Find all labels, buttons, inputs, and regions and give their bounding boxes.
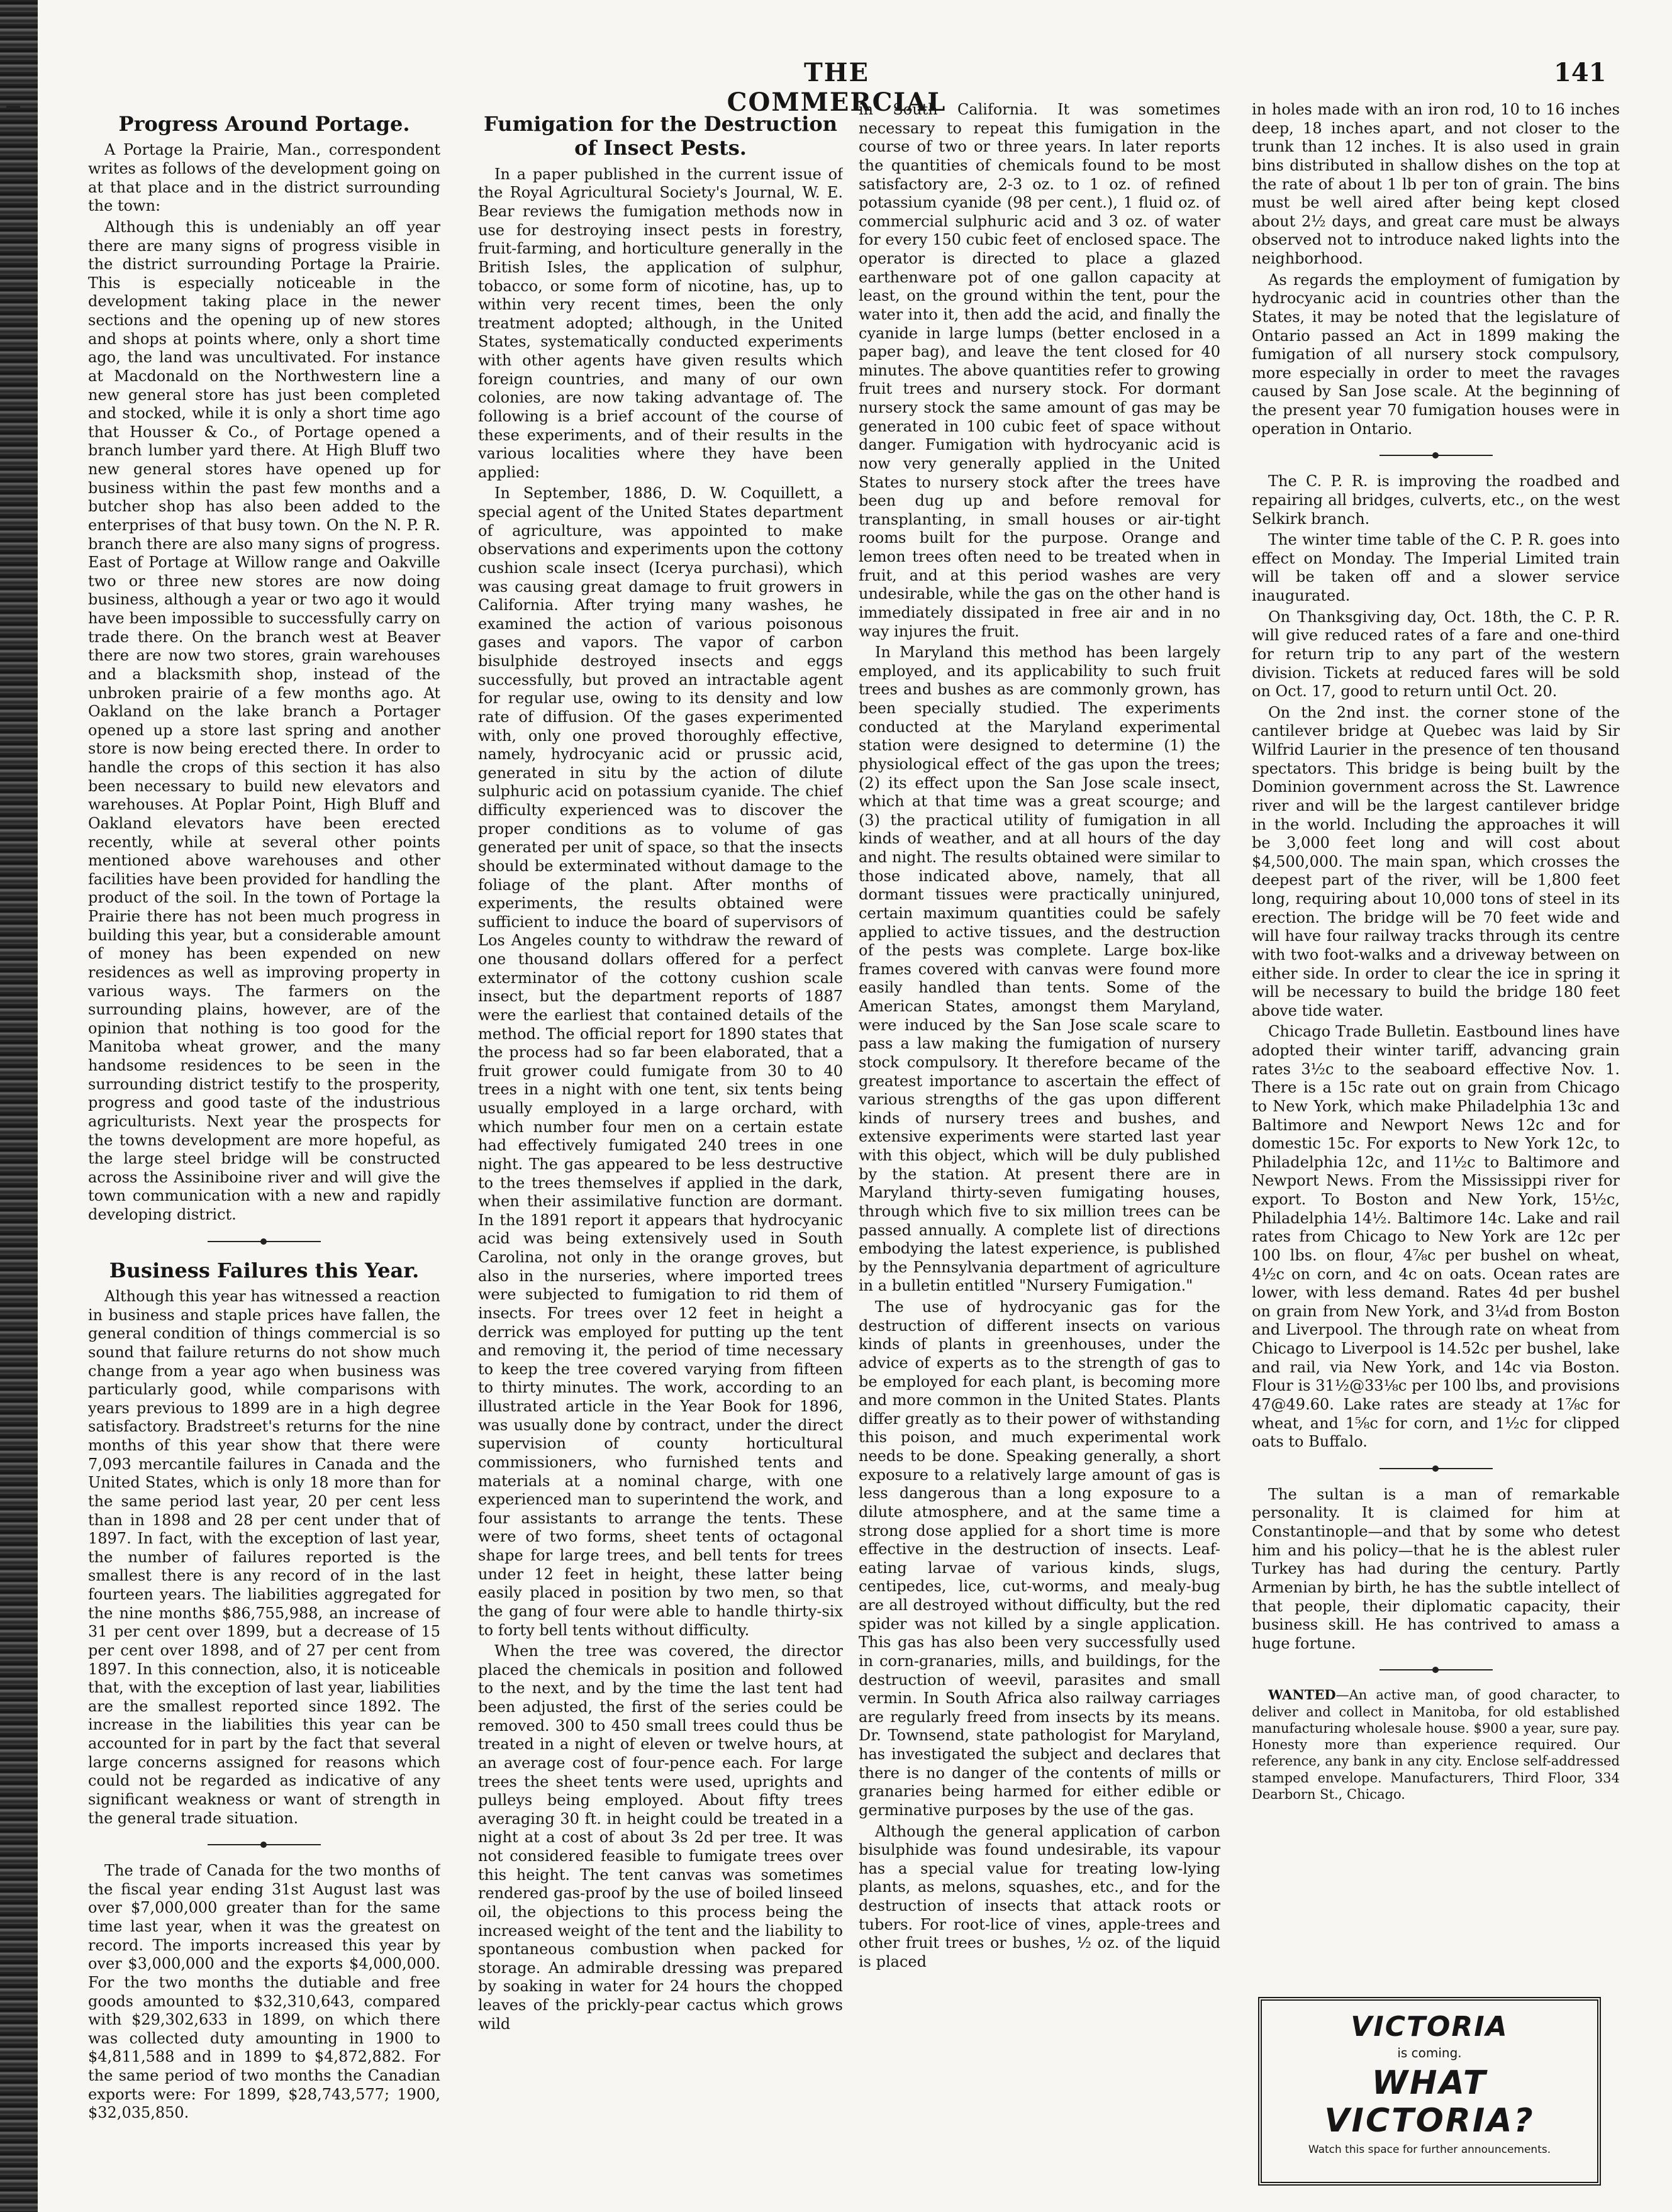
article-paragraph: On Thanksgiving day, Oct. 18th, the C. P. R. will give reduced rates of a fare and one-third for return trip to any part of the western division. Tickets at reduced fares will be sold on Oct. 17, good to return until Oct. 20.	[1252, 608, 1620, 701]
column-3	[859, 101, 1220, 2195]
article-heading: Business Failures this Year.	[109, 1258, 420, 1282]
article-paragraph: The use of hydrocyanic gas for the destruction of different insects on various kinds of plants in greenhouses, under the advice of experts as to the strength of gas to be employed for each plant, is becoming more and more common in the United States. Plants differ greatly as to their power of withstanding this poison, and much experimental work needs to be done. Speaking generally, a short exposure to a relatively large amount of gas is less dangerous than a long exposure to a dilute atmosphere, and at the same time a strong dose applied for a short time is more effective in the destruction of insects. Leaf-eating larvae of various kinds, slugs, centipedes, lice, cut-worms, and mealy-bug are all destroyed without difficulty, but the red spider was not killed by a single application. This gas has also been very successfully used in corn-granaries, mills, and buildings, for the destruction of weevil, parasites and small vermin. In South Africa also railway carriages are regularly freed from insects by its means. Dr. Townsend, state pathologist for Maryland, has investigated the subject and declares that there is no danger of the contents of mills or granaries being harmed for either edible or germinative purposes by the use of the gas.	[859, 1298, 1220, 1819]
article-paragraph: in South California. It was sometimes necessary to repeat this fumigation in the course of two or three years. In later reports the quantities of chemicals found to be most satisfactory are, 2-3 oz. to 1 oz. of refined potassium cyanide (98 per cent.), 1 fluid oz. of commercial sulphuric acid and 3 oz. of water for every 150 cubic feet of enclosed space. The operator is directed to place a glazed earthenware pot of one gallon capacity at least, on the ground within the tent, pour the water into it, then add the acid, and finally the cyanide in large lumps (better enclosed in a paper bag), and leave the tent closed for 40 minutes. The above quantities refer to growing fruit trees and nursery stock. For dormant nursery stock the same amount of gas may be generated in 100 cubic feet of space without danger. Fumigation with hydrocyanic acid is now very generally applied in the United States to nursery stock after the trees have been dug up and before removal for transplanting, in small houses or air-tight rooms built for the purpose. Orange and lemon trees often need to be treated when in fruit, and at this period washes are very undesirable, while the gas on the other hand is immediately dissipated in free air and in no way injures the fruit.	[859, 101, 1220, 640]
section-divider	[1379, 1468, 1493, 1469]
column-2	[478, 101, 843, 2195]
page-number: 141	[1554, 58, 1607, 87]
victoria-advertisement	[1258, 1997, 1601, 2186]
article-heading: Fumigation for the Destruction of Insect Pests.	[484, 112, 837, 160]
article-paragraph: Although this is undeniably an off year there are many signs of progress visible in the district surrounding Portage la Prairie. This is especially noticeable in the development taking place in the newer sections and the opening up of new stores and shops at points where, only a short time ago, the land was uncultivated. For instance at Macdonald on the Northwestern line a new general store has just been completed and stocked, while it is only a short time ago that Housser & Co., of Portage opened a branch lumber yard there. At High Bluff two new general stores have opened up for business within the past few months and a butcher shop has also been added to the enterprises of that busy town. On the N. P. R. branch there are also many signs of progress. East of Portage at Willow range and Oakville two or three new stores are now doing business, although a year or two ago it would have been impossible to successfully carry on trade there. On the branch west at Beaver there are now two stores, grain warehouses and a blacksmith shop, instead of the unbroken prairie of a few months ago. At Oakland on the lake branch a Portager opened up a store last spring and another store is now being erected there. In order to handle the crops of this section it has also been necessary to build new elevators and warehouses. At Poplar Point, High Bluff and Oakland elevators have been erected recently, while at several other points mentioned above warehouses and other facilities have been provided for handling the product of the soil. In the town of Portage la Prairie there has not been much progress in building this year, but a considerable amount of money has been expended on new residences as well as improving property in various ways. The farmers on the surrounding plains, however, are of the opinion that nothing is too good for the Manitoba wheat grower, and the many handsome residences to be seen in the surrounding district testify to the prosperity, progress and good taste of the industrious agriculturists. Next year the prospects for the towns development are more hopeful, as the large steel bridge will be constructed across the Assiniboine river and will give the town communication with a new and rapidly developing district.	[88, 218, 440, 1224]
article-paragraph: The winter time table of the C. P. R. goes into effect on Monday. The Imperial Limited train will be taken off and a slower service inaugurated.	[1252, 531, 1620, 604]
article-heading: Progress Around Portage.	[118, 112, 410, 136]
masthead-title: THE COMMERCIAL	[727, 58, 947, 117]
classified-label: WANTED	[1268, 1687, 1336, 1703]
column-4	[1252, 101, 1620, 2195]
ad-subtitle: is coming.	[1397, 2045, 1462, 2060]
article-paragraph: As regards the employment of fumigation by hydrocyanic acid in countries other than the States, it may be noted that the legislature of Ontario passed an Act in 1899 making the fumigation of all nursery stock compulsory, more especially in order to meet the ravages caused by San Jose scale. At the beginning of the present year 70 fumigation houses were in operation in Ontario.	[1252, 270, 1620, 438]
article-paragraph: When the tree was covered, the director placed the chemicals in position and followed to the next, and by the time the last tent had been adjusted, the first of the series could be removed. 300 to 450 small trees could thus be treated in a night of eleven or twelve hours, at an average cost of four-pence each. For large trees the sheet tents were used, uprights and pulleys being employed. About fifty trees averaging 30 ft. in height could be treated in a night at a cost of about 3s 2d per tree. It was not considered feasible to fumigate trees over this height. The tent canvas was sometimes rendered gas-proof by the use of boiled linseed oil, the objections to this process being the increased weight of the tent and the liability to spontaneous combustion when packed for storage. An admirable dressing was prepared by soaking in water for 24 hours the chopped leaves of the prickly-pear cactus which grows wild	[478, 1642, 843, 2033]
section-divider	[208, 1241, 321, 1242]
ad-question: WHAT VICTORIA?	[1324, 2064, 1535, 2140]
article-paragraph: Although this year has witnessed a reaction in business and staple prices have fallen, the general condition of things commercial is so sound that failure returns do not show much change from a year ago when business was particularly good, while comparisons with years previous to 1899 are in a high degree satisfactory. Bradstreet's returns for the nine months of this year show that there were 7,093 mercantile failures in Canada and the United States, which is only 18 more than for the same period last year, 20 per cent less than in 1898 and 28 per cent under that of 1897. In fact, with the exception of last year, the number of failures reported is the smallest there is any record of in the last fourteen years. The liabilities aggregated for the nine months $86,755,988, an increase of 31 per cent over 1899, but a decrease of 15 per cent over 1898, and of 27 per cent from 1897. In this connection, also, it is noticeable that, with the exception of last year, liabilities are the smallest reported since 1892. The increase in the liabilities this year can be accounted for in part by the fact that several large concerns assigned for reasons which could not be regarded as indicative of any significant weakness or want of strength in the general trade situation.	[88, 1287, 440, 1827]
article-paragraph: In a paper published in the current issue of the Royal Agricultural Society's Journal, W. E. Bear reviews the fumigation methods now in use for destroying insect pests in forestry, fruit-farming, and horticulture generally in the British Isles, the application of sulphur, tobacco, or some form of nicotine, has, up to within very recent times, been the only treatment adopted; although, in the United States, systematically conducted experiments with other agents have given results which foreign countries, and many of our own colonies, are now taking advantage of. The following is a brief account of the course of these experiments, and of their results in the various localities where they have been applied:	[478, 165, 843, 481]
article-paragraph: in holes made with an iron rod, 10 to 16 inches deep, 18 inches apart, and not closer to the trunk than 12 inches. It is also used in grain bins distributed in shallow dishes on the top at the rate of about 1 lb per ton of grain. The bins must be well aired after being kept closed about 2½ days, and great care must be always observed not to introduce naked lights into the neighborhood.	[1252, 101, 1620, 267]
article-paragraph: On the 2nd inst. the corner stone of the cantilever bridge at Quebec was laid by Sir Wilfrid Laurier in the presence of ten thousand spectators. This bridge is being built by the Dominion government across the St. Lawrence river and will be the largest cantilever bridge in the world. Including the approaches it will be 3,000 feet long and will cost about $4,500,000. The main span, which crosses the deepest part of the river, will be 1,800 feet long, requiring about 10,000 tons of steel in its erection. The bridge will be 70 feet wide and will have four railway tracks through its centre with two foot-walks and a driveway between on either side. In order to clear the ice in spring it will be necessary to build the bridge 180 feet above tide water.	[1252, 703, 1620, 1020]
classified-ad	[1252, 1687, 1620, 1803]
article-paragraph: The C. P. R. is improving the roadbed and repairing all bridges, culverts, etc., on the west Selkirk branch.	[1252, 472, 1620, 528]
section-divider	[1379, 1669, 1493, 1670]
section-divider	[1379, 455, 1493, 456]
ad-title: VICTORIA	[1351, 2011, 1508, 2043]
article-paragraph: Chicago Trade Bulletin. Eastbound lines have adopted their winter tariff, advancing grain rates 3½c to the seaboard effective Nov. 1. There is a 15c rate out on grain from Chicago to New York, which make Philadelphia 13c and Baltimore and Newport News 12c and for domestic 15c. For exports to New York 12c, to Philadelphia 12c, and 11½c to Baltimore and Newport News. From the Mississippi river for export. To Boston and New York, 15½c, Philadelphia 14½. Baltimore 14c. Lake and rail rates from Chicago to New York are 12c per 100 lbs. on flour, 4⅞c per bushel on wheat, 4½c on corn, and 4c on oats. Ocean rates are lower, with less demand. Rates 4d per bushel on grain from New York, and 3¼d from Boston and Liverpool. The through rate on wheat from Chicago to Liverpool is 14.52c per bushel, lake and rail, via New York, and 14c via Boston. Flour is 31½@33⅛c per 100 lbs, and provisions 47@49.60. Lake rates are steady at 1⅞c for wheat, and 1⅝c for corn, and 1½c for clipped oats to Buffalo.	[1252, 1023, 1620, 1451]
article-paragraph: Although the general application of carbon bisulphide was found undesirable, its vapour has a special value for treating low-lying plants, as melons, squashes, etc., and for the destruction of insects that attack roots or tubers. For root-lice of vines, apple-trees and other fruit trees or bushes, ½ oz. of the liquid is placed	[859, 1822, 1220, 1970]
article-paragraph: In September, 1886, D. W. Coquillett, a special agent of the United States department of agriculture, was appointed to make observations and experiments upon the cottony cushion scale insect (Icerya purchasi), which was causing great damage to fruit growers in California. After trying many washes, he examined the action of various poisonous gases and vapors. The vapor of carbon bisulphide destroyed insects and eggs successfully, but proved an intractable agent for regular use, owing to its density and low rate of diffusion. Of the gases experimented with, only one proved thoroughly effective, namely, hydrocyanic acid or prussic acid, generated in situ by the action of dilute sulphuric acid on potassium cyanide. The chief difficulty experienced was to discover the proper conditions as to volume of gas generated per unit of space, so that the insects should be exterminated without damage to the foliage of the plant. After months of experiments, the results obtained were sufficient to induce the board of supervisors of Los Angeles county to withdraw the reward of one thousand dollars offered for a perfect exterminator of the cottony cushion scale insect, but the department reports of 1887 were the earliest that contained details of the method. The official report for 1890 states that the process had so far been elaborated, that a fruit grower could fumigate from 30 to 40 trees in a night with one tent, six tents being usually employed in a large orchard, with which number four men on a certain estate had effectively fumigated 240 trees in one night. The gas appeared to be less destructive to the trees themselves if applied in the dark, when their assimilative function are dormant. In the 1891 report it appears that hydrocyanic acid was being extensively used in South Carolina, not only in the orange groves, but also in the nurseries, where imported trees were subjected to fumigation to rid them of insects. For trees over 12 feet in height a derrick was employed for putting up the tent and removing it, the period of time necessary to keep the tree covered varying from fifteen to thirty minutes. The work, according to an illustrated article in the Year Book for 1896, was usually done by contract, under the direct supervision of county horticultural commissioners, who furnished tents and materials at a nominal charge, with one experienced man to superintend the work, and four assistants to arrange the tents. These were of two forms, sheet tents of octagonal shape for large trees, and bell tents for trees under 12 feet in height, these latter being easily placed in position by two men, so that the gang of four were able to handle thirty-six to forty bell tents without difficulty.	[478, 484, 843, 1639]
article-paragraph: A Portage la Prairie, Man., correspondent writes as follows of the development going on at that place and in the district surrounding the town:	[88, 141, 440, 215]
section-divider	[208, 1844, 321, 1845]
article-paragraph: The trade of Canada for the two months of the fiscal year ending 31st August last was over $7,000,000 greater than for the same time last year, when it was the greatest on record. The imports increased this year by over $3,000,000 and the exports $4,000,000. For the two months the dutiable and free goods amounted to $32,310,643, compared with $29,302,633 in 1899, on which there was collected duty amounting in 1900 to $4,811,588 and in 1899 to $4,872,882. For the same period of two months the Canadian exports were: For 1899, $28,743,577; 1900, $32,035,850.	[88, 1862, 440, 2122]
article-paragraph: The sultan is a man of remarkable personality. It is claimed for him at Constantinople—and that by some who detest him and his policy—that he is the ablest ruler Turkey has had during the century. Partly Armenian by birth, he has the subtle intellect of that people, their diplomatic capacity, their business skill. He has contrived to amass a huge fortune.	[1252, 1485, 1620, 1652]
binding-gutter	[0, 0, 38, 2212]
column-1	[88, 101, 440, 2195]
classified-text: —An active man, of good character, to deliver and collect in Manitoba, for old established manufacturing wholesale house. $900 a year, sure pay. Honesty more than experience required. Our reference, any bank in any city. Enclose self-addressed stamped envelope. Manufacturers, Third Floor, 334 Dearborn St., Chicago.	[1252, 1687, 1620, 1802]
article-paragraph: In Maryland this method has been largely employed, and its applicability to such fruit trees and bushes as are commonly grown, has been specially studied. The experiments conducted at the Maryland experimental station were designed to determine (1) the physiological effect of the gas upon the trees; (2) its effect upon the San Jose scale insect, which at that time was a great scourge; and (3) the practical utility of fumigation in all kinds of weather, and at all hours of the day and night. The results obtained were similar to those indicated above, namely, that all dormant tissues were practically uninjured, certain maximum quantities could be safely applied to active tissues, and the destruction of the pests was complete. Large box-like frames covered with canvas were found more easily handled than tents. Some of the American States, amongst them Maryland, were induced by the San Jose scale scare to pass a law making the fumigation of nursery stock compulsory. It therefore became of the greatest importance to ascertain the effect of various strengths of the gas upon different kinds of nursery trees and bushes, and extensive experiments were started last year with this object, which will be duly published by the station. At present there are in Maryland thirty-seven fumigating houses, through which five to six million trees can be passed annually. A complete list of directions embodying the latest experience, is published by the Pennsylvania department of agriculture in a bulletin entitled "Nursery Fumigation."	[859, 643, 1220, 1295]
gutter-dash	[6, 106, 20, 108]
ad-note: Watch this space for further announcements.	[1308, 2143, 1551, 2156]
